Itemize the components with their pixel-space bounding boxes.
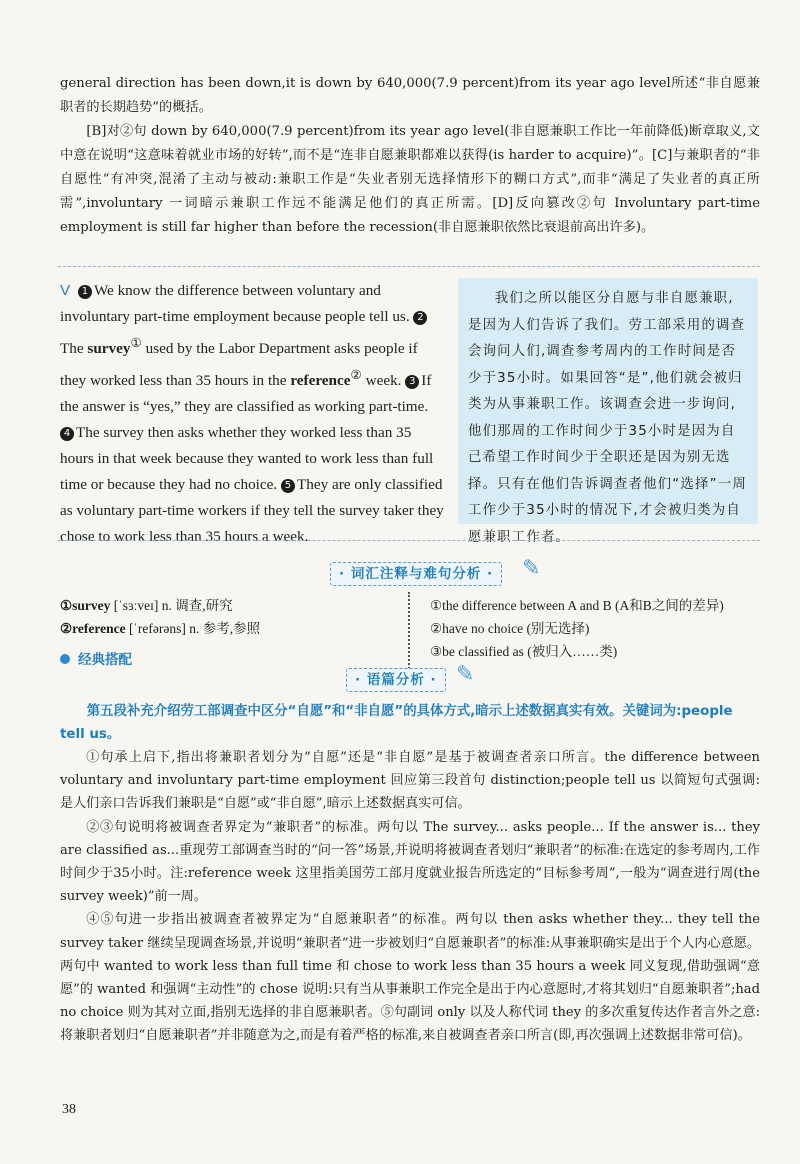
vocab-head: ②reference [60,621,126,636]
vocab-entry [60,594,400,617]
analysis-paragraph: ②③句说明将被调查者界定为“兼职者”的标准。两句以 The survey... asks people... If the answer is... they are classified as...重现劳工部调查当时的“问一答”场景,并说明将被调查者划归“兼职者”的标准:在选定的参考周内,工作时间少于35小时。注:reference week 这里指美国劳工部月度就业报告所选定的“目标参考周”,一般为“调查进行周(the survey week)”前一周。 [60,819,760,905]
sentence: We know the difference between voluntary and involuntary part-time employment because people tell us. [60,282,410,325]
vocab-def: [ˈrefərəns] n. 参考,参照 [125,621,261,636]
page-number: 38 [62,1102,76,1117]
vocab-word: reference [290,372,351,390]
sentence-marker: 5 [281,479,295,493]
sentence-marker: 4 [60,427,74,441]
translation-box: 我们之所以能区分自愿与非自愿兼职,是因为人们告诉了我们。劳工部采用的调查会询问人们,调查参考周内的工作时间是否少于35小时。如果回答“是”,他们就会被归类为从事兼职工作。该调查会进一步询问,他们那周的工作时间少于35小时是因为自己希望工作时间少于全职还是因为别无选择。只有在他们告诉调查者他们“选择”一周工作少于35小时的情况下,才会被归类为自愿兼职工作者。 [458,278,758,524]
sentence: They are only classified as voluntary part-time workers if they tell the survey taker they chose to work less than 35 hours a week. [60,476,444,546]
sentence: week. [365,372,402,390]
footnote-mark: ① [130,336,142,350]
footnote-mark: ② [350,368,362,383]
classic-collocation-label: 经典搭配 [60,648,132,668]
vocab-def: [ˈsɜːveɪ] n. 调查,研究 [110,598,233,613]
sentence: The [60,340,84,358]
sentence: If the answer is “yes,” they are classified as working part-time. [60,372,432,416]
binding-divider [408,592,420,680]
sentence-marker: 1 [78,285,92,299]
analysis-banner: · 语篇分析 · [346,668,446,692]
vocab-entry [60,617,400,640]
vocab-banner: · 词汇注释与难句分析 · [330,562,502,586]
vocab-head: ①survey [60,598,111,613]
sentence-marker: 3 [405,375,419,389]
intro-section [60,72,760,240]
pen-icon: ✎ [456,662,475,687]
sentence: used by the Labor Department asks people if they worked less than 35 hours in the [60,340,418,390]
analysis-paragraph: ④⑤句进一步指出被调查者被界定为“自愿兼职者”的标准。两句以 then asks whether they... they tell the survey taker 继续呈现调查场景,并说明“兼职者”进一步被划归“自愿兼职者”的标准:从事兼职确实是出于个人内心意愿。两句中 wanted to work less than full time 和 chose to work less than 35 hours a week 同义复现,借助强调“意愿”的 wanted 和强调“主动性”的 chose 说明:只有当从事兼职工作完全是出于内心意愿时,才将其划归“自愿兼职者”;had no choice 则为其对立面,指别无选择的非自愿兼职者。⑤句副词 only 以及人称代词 they 的多次重复传达作者言外之意:将兼职者划归“自愿兼职者”并非随意为之,而是有着严格的标准,来自被调查者亲口所言(即,再次强调上述数据非常可信)。 [60,912,760,1044]
pen-icon: ✎ [522,556,541,581]
bullet-icon [60,654,70,664]
phrase-entry: ②have no choice (别无选择) [430,621,590,636]
phrase-notes [430,594,760,663]
phrase-entry: ①the difference between A and B (A和B之间的差异) [430,598,724,613]
vocab-word: survey [87,340,131,358]
divider [58,266,760,267]
analysis-paragraph: ①句承上启下,指出将兼职者划分为“自愿”还是“非自愿”是基于被调查者亲口所言。the difference between voluntary and involuntary part-time employment 回应第三段首句 distinction;people tell us 以简短句式强调:是人们亲口告诉我们兼职是“自愿”或“非自愿”,暗示上述数据真实可信。 [60,750,760,812]
phrase-entry: ③be classified as (被归入……类) [430,644,618,659]
sentence-marker: 2 [413,311,427,325]
passage-text [60,278,446,550]
intro-paragraph: general direction has been down,it is down by 640,000(7.9 percent)from its year ago level所述“非自愿兼职者的长期趋势”的概括。 [60,76,760,115]
analysis-body [60,746,760,1048]
vocab-notes [60,594,400,640]
intro-paragraph: [B]对②句 down by 640,000(7.9 percent)from its year ago level(非自愿兼职工作比一年前降低)断章取义,文中意在说明“这意味着就业市场的好转”,而不是“连非自愿兼职都难以获得(is harder to acquire)”。[C]与兼职者的“非自愿性”有冲突,混淆了主动与被动:兼职工作是“失业者别无选择情形下的糊口方式”,而非“满足了失业者的真正所需”,involuntary 一词暗示兼职工作远不能满足他们的真正所需。[D]反向篡改②句 Involuntary part-time employment is still far higher than before the recession(非自愿兼职依然比衰退前高出许多)。 [60,124,760,235]
sentence: The survey then asks whether they worked less than 35 hours in that week because they wanted to work less than full time or because they had no choice. [60,424,434,494]
paragraph-number: V [60,282,71,299]
divider [58,540,760,541]
analysis-lead: 第五段补充介绍劳工部调查中区分“自愿”和“非自愿”的具体方式,暗示上述数据真实有效。关键词为:people tell us。 [60,704,733,742]
